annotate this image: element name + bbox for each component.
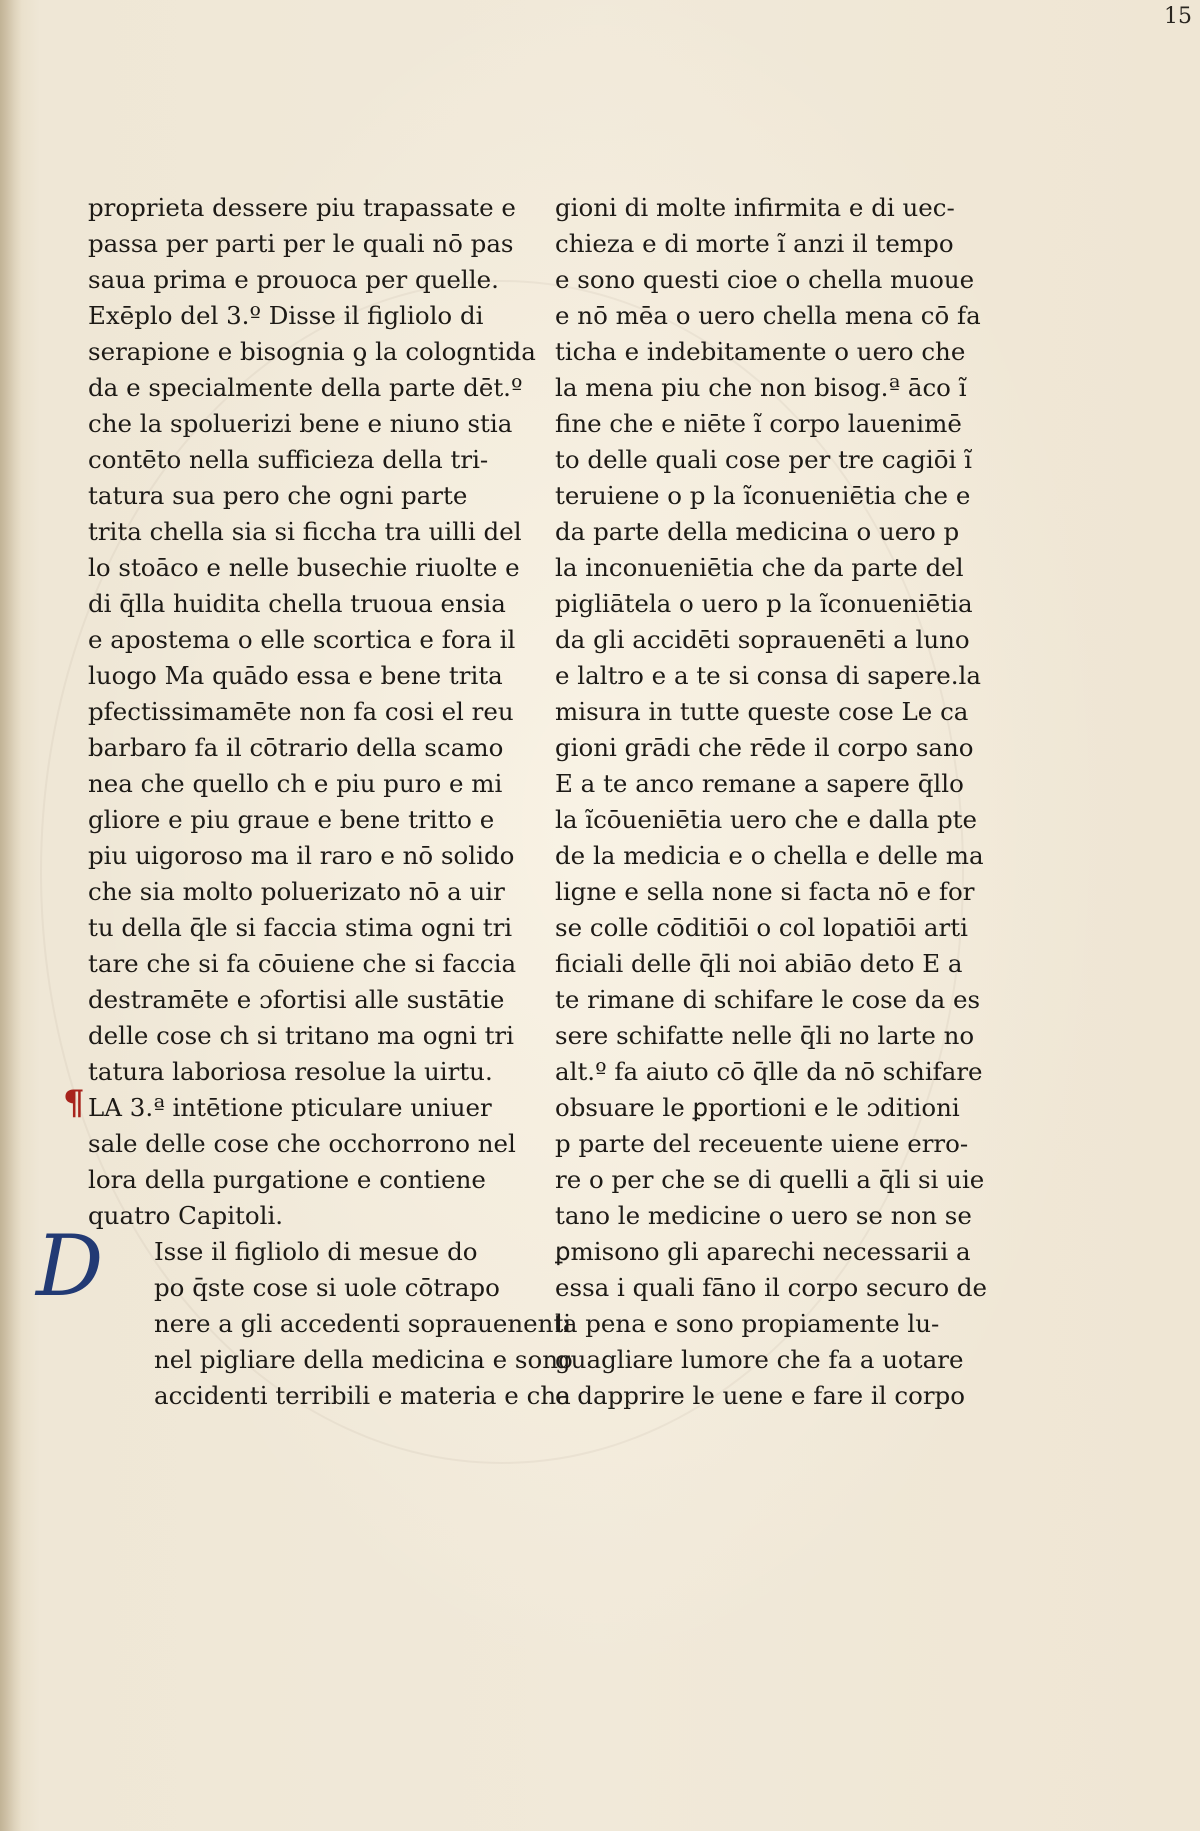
text-line: che sia molto poluerizato nō a uir — [88, 877, 505, 906]
text-line: passa per parti per le quali nō pas — [88, 229, 514, 258]
text-line: guagliare lumore che fa a uotare — [555, 1345, 964, 1374]
text-line: fine che e niēte ĩ corpo lauenimē — [555, 409, 962, 438]
text-line: pfectissimamēte non fa cosi el reu — [88, 697, 514, 726]
text-line: alt.º fa aiuto cō q̄lle da nō schifare — [555, 1057, 983, 1086]
text-line: gioni di molte infirmita e di uec- — [555, 193, 955, 222]
binding-gutter-shadow — [0, 0, 22, 1831]
text-line: lo stoāco e nelle busechie riuolte e — [88, 553, 520, 582]
text-line: Exēplo del 3.º Disse il figliolo di — [88, 301, 484, 330]
text-line: che la spoluerizi bene e niuno stia — [88, 409, 513, 438]
text-line: e apostema o elle scortica e fora il — [88, 625, 516, 654]
rubricated-paragraph-mark: ¶ — [63, 1083, 85, 1123]
text-line: e nō mēa o uero chella mena cō fa — [555, 301, 981, 330]
text-line: teruiene o p la ĩconueniētia che e — [555, 481, 971, 510]
text-line: ticha e indebitamente o uero che — [555, 337, 966, 366]
text-line: e dapprire le uene e fare il corpo — [555, 1381, 965, 1410]
text-line: luogo Ma quādo essa e bene trita — [88, 661, 503, 690]
text-line: nel pigliare della medicina e sono — [154, 1345, 573, 1374]
text-line: tare che si fa cōuiene che si faccia — [88, 949, 517, 978]
text-line: sale delle cose che occhorrono nel — [88, 1129, 516, 1158]
text-line: nea che quello ch e piu puro e mi — [88, 769, 503, 798]
text-line: accidenti terribili e materia e cha — [154, 1381, 571, 1410]
text-line: la ĩcōueniētia uero che e dalla pte — [555, 805, 977, 834]
text-line: Isse il figliolo di mesue do — [154, 1237, 478, 1266]
text-line: tano le medicine o uero se non se — [555, 1201, 972, 1230]
text-line: piu uigoroso ma il raro e nō solido — [88, 841, 515, 870]
text-line: di q̄lla huidita chella truoua ensia — [88, 589, 506, 618]
text-line: pigliātela o uero p la ĩconueniētia — [555, 589, 973, 618]
text-line: essa i quali fāno il corpo securo de — [555, 1273, 988, 1302]
text-line: tatura sua pero che ogni parte — [88, 481, 468, 510]
text-line: da e specialmente della parte dēt.º — [88, 373, 523, 402]
text-line: ꝑmisono gli aparechi necessarii a — [555, 1237, 971, 1266]
left-text-column — [88, 190, 573, 1414]
text-line: misura in tutte queste cose Le ca — [555, 697, 969, 726]
text-line: tatura laboriosa resolue la uirtu. — [88, 1057, 493, 1086]
text-line: la inconueniētia che da parte del — [555, 553, 964, 582]
text-line: te rimane di schifare le cose da es — [555, 985, 981, 1014]
folio-number: 15 — [1164, 4, 1192, 29]
text-line: to delle quali cose per tre cagiōi ĩ — [555, 445, 972, 474]
text-line: proprieta dessere piu trapassate e — [88, 193, 516, 222]
text-line: e laltro e a te si consa di sapere.la — [555, 661, 981, 690]
text-line: trita chella sia si ficcha tra uilli del — [88, 517, 522, 546]
text-line: e sono questi cioe o chella muoue — [555, 265, 975, 294]
text-line: quatro Capitoli. — [88, 1201, 284, 1230]
text-line: contēto nella sufficieza della tri- — [88, 445, 489, 474]
text-line: sere schifatte nelle q̄li no larte no — [555, 1021, 975, 1050]
text-line: obsuare le ꝑportioni e le ɔditioni — [555, 1093, 960, 1122]
text-line: chieza e di morte ĩ anzi il tempo — [555, 229, 954, 258]
text-line: destramēte e ɔfortisi alle sustātie — [88, 985, 505, 1014]
text-line: la pena e sono propiamente lu- — [555, 1309, 940, 1338]
text-line: ficiali delle q̄li noi abiāo deto E a — [555, 949, 963, 978]
text-line: LA 3.ª intētione pticulare uniuer — [88, 1093, 492, 1122]
text-line: la mena piu che non bisog.ª āco ĩ — [555, 373, 967, 402]
text-line: delle cose ch si tritano ma ogni tri — [88, 1021, 514, 1050]
text-line: p parte del receuente uiene erro- — [555, 1129, 969, 1158]
text-line: da gli accidēti soprauenēti a luno — [555, 625, 970, 654]
text-line: tu della q̄le si faccia stima ogni tri — [88, 913, 513, 942]
text-line: de la medicia e o chella e delle ma — [555, 841, 984, 870]
text-line: saua prima e prouoca per quelle. — [88, 265, 499, 294]
text-line: da parte della medicina o uero p — [555, 517, 960, 546]
text-line: po q̄ste cose si uole cōtrapo — [154, 1273, 500, 1302]
text-line: re o per che se di quelli a q̄li si uie — [555, 1165, 985, 1194]
text-line: se colle cōditiōi o col lopatiōi arti — [555, 913, 968, 942]
text-line: gliore e piu graue e bene tritto e — [88, 805, 495, 834]
text-line: E a te anco remane a sapere q̄llo — [555, 769, 964, 798]
text-line: nere a gli accedenti soprauenenti — [154, 1309, 572, 1338]
text-line: barbaro fa il cōtrario della scamo — [88, 733, 504, 762]
text-line: ligne e sella none si facta nō e for — [555, 877, 975, 906]
decorated-initial-letter: D — [36, 1217, 104, 1315]
right-text-column — [555, 190, 987, 1414]
text-line: serapione e bisognia ƍ la cologntida — [88, 337, 536, 366]
text-line: gioni grādi che rēde il corpo sano — [555, 733, 974, 762]
text-line: lora della purgatione e contiene — [88, 1165, 486, 1194]
